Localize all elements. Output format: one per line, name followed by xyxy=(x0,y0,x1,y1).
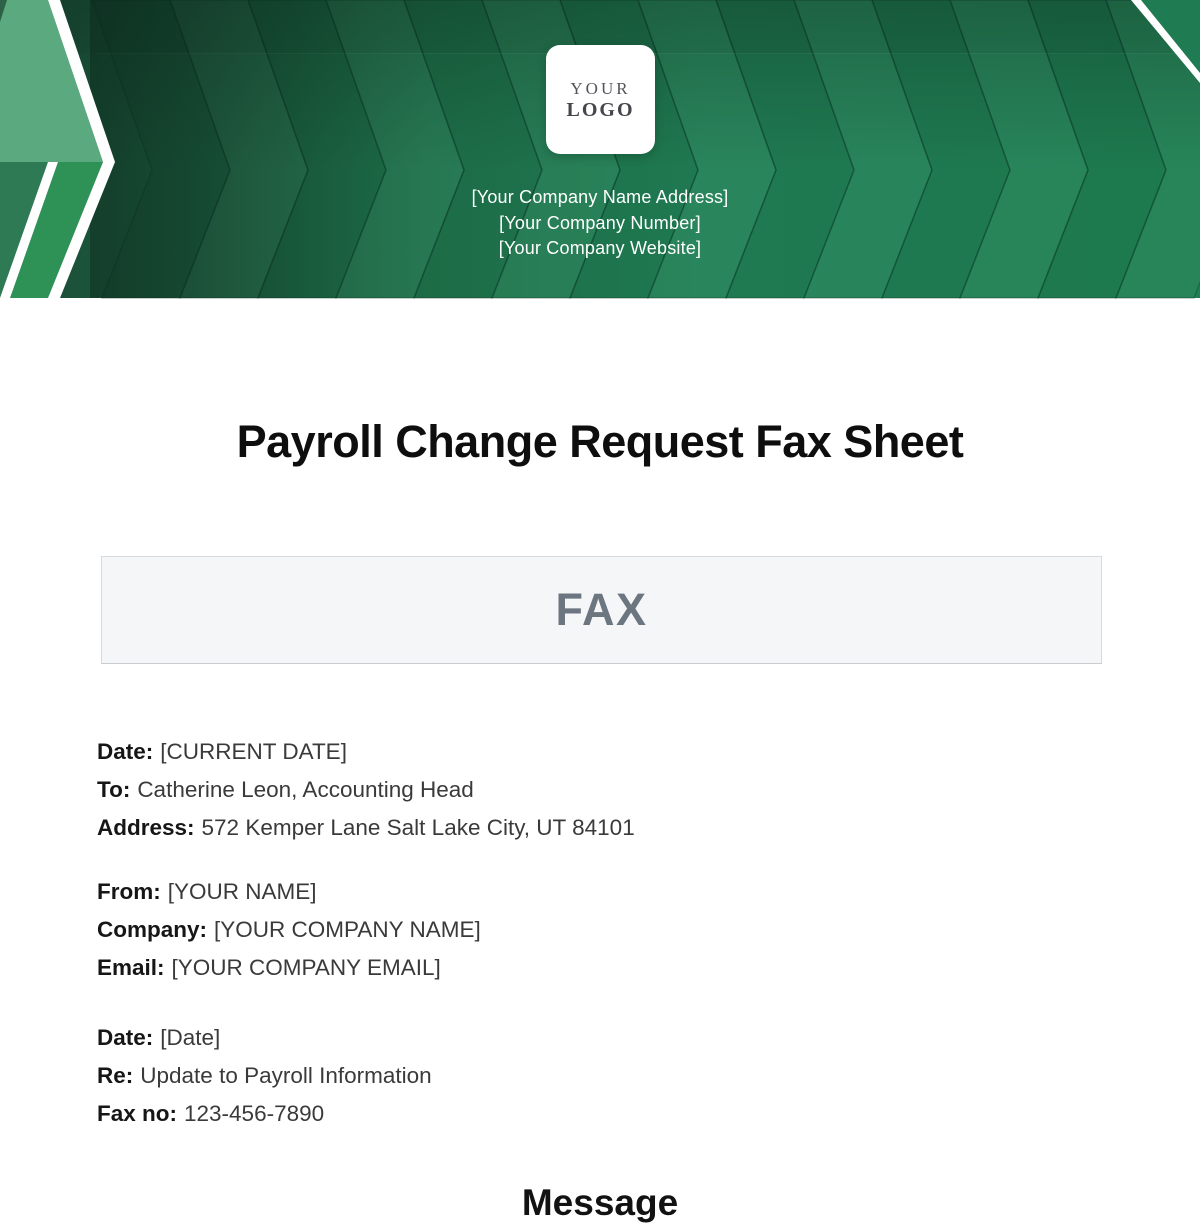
field-value: Catherine Leon, Accounting Head xyxy=(137,777,474,802)
fax-label: FAX xyxy=(555,584,648,635)
field-value: [CURRENT DATE] xyxy=(160,739,347,764)
company-website-line: [Your Company Website] xyxy=(498,238,702,258)
logo-placeholder xyxy=(546,45,655,154)
company-number-line: [Your Company Number] xyxy=(499,212,701,233)
header-banner xyxy=(0,0,1200,298)
field-label: Email: xyxy=(97,955,165,980)
field-value: [YOUR NAME] xyxy=(167,879,317,904)
message-heading: Message xyxy=(521,1182,679,1223)
logo-text-your: YOUR xyxy=(570,79,631,98)
field-label: Address: xyxy=(97,815,195,840)
field-row xyxy=(97,733,1103,771)
field-value: [Date] xyxy=(160,1025,221,1050)
field-label: Date: xyxy=(97,1025,154,1050)
section-recipient xyxy=(97,733,1103,847)
page-title: Payroll Change Request Fax Sheet xyxy=(236,416,964,467)
field-row xyxy=(97,911,1103,949)
field-value: 572 Kemper Lane Salt Lake City, UT 84101 xyxy=(201,815,635,840)
field-value: [YOUR COMPANY EMAIL] xyxy=(171,955,441,980)
field-label: From: xyxy=(97,879,161,904)
field-row xyxy=(97,949,1103,987)
field-row xyxy=(97,873,1103,911)
field-label: Fax no: xyxy=(97,1101,178,1126)
field-row xyxy=(97,1019,1103,1057)
section-sender xyxy=(97,873,1103,987)
field-label: To: xyxy=(97,777,131,802)
company-address-line: [Your Company Name Address] xyxy=(471,187,729,207)
field-row xyxy=(97,771,1103,809)
section-subject xyxy=(97,1019,1103,1133)
field-value: Update to Payroll Information xyxy=(140,1063,432,1088)
logo-text-logo: LOGO xyxy=(566,99,635,121)
fax-banner-box xyxy=(101,556,1102,664)
field-row xyxy=(97,1095,1103,1133)
field-row xyxy=(97,809,1103,847)
field-label: Date: xyxy=(97,739,154,764)
field-label: Re: xyxy=(97,1063,134,1088)
field-value: 123-456-7890 xyxy=(184,1101,325,1126)
field-value: [YOUR COMPANY NAME] xyxy=(214,917,481,942)
company-info xyxy=(0,185,1200,262)
field-label: Company: xyxy=(97,917,208,942)
field-row xyxy=(97,1057,1103,1095)
